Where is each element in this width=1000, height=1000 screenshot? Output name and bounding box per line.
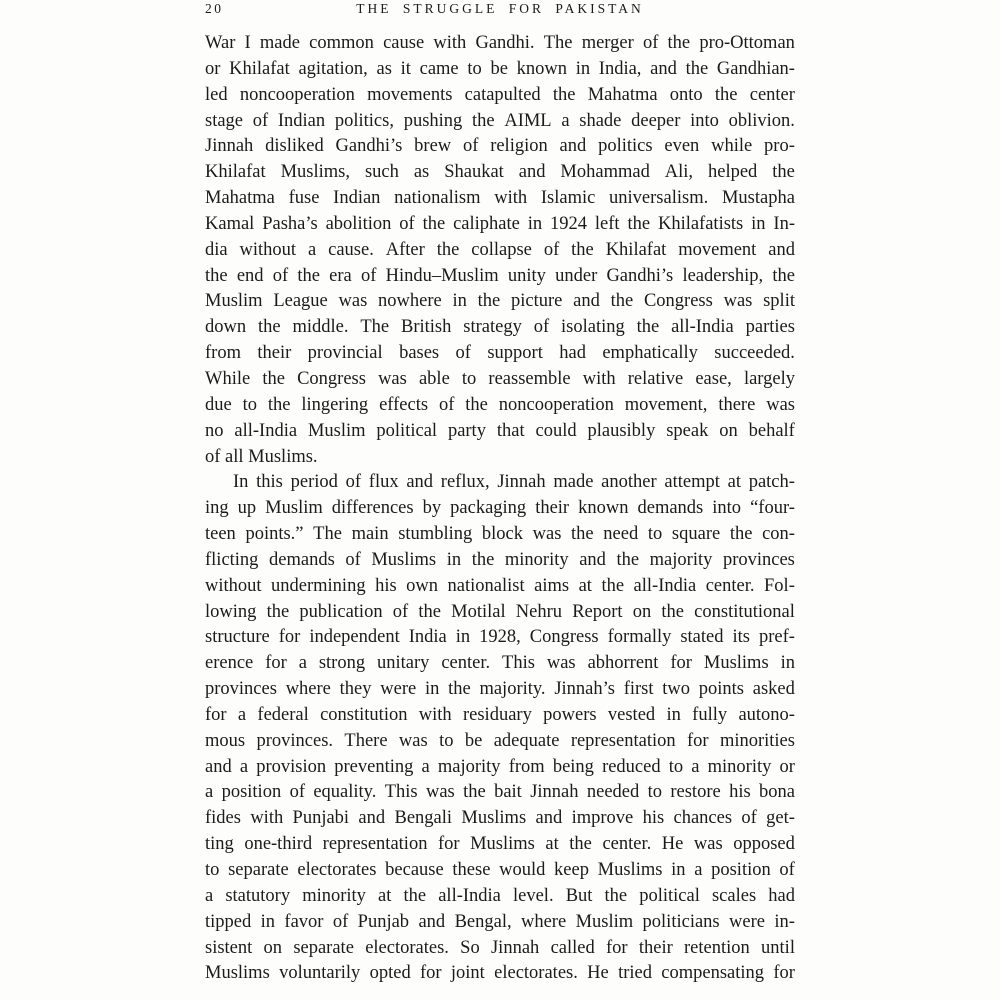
text-line: mous provinces. There was to be adequate representation for minorities [205,730,795,751]
text-line: Khilafat Muslims, such as Shaukat and Mohammad Ali, helped the [205,162,795,183]
text-line: ing up Muslim differences by packaging their known demands into “four- [205,498,795,519]
text-line: teen points.” The main stumbling block was the need to square the con- [205,524,795,545]
text-line: a position of equality. This was the bait Jinnah needed to restore his bona [205,782,795,803]
text-line: While the Congress was able to reassemble with relative ease, largely [205,368,795,389]
text-line: no all-India Muslim political party that could plausibly speak on behalf [205,420,795,441]
text-line: Muslim League was nowhere in the picture and the Congress was split [205,291,795,312]
text-line: flicting demands of Muslims in the minority and the majority provinces [205,549,795,570]
text-line: from their provincial bases of support had emphatically succeeded. [205,343,795,364]
paragraph-2 [205,470,795,987]
text-line: lowing the publication of the Motilal Nehru Report on the constitutional [205,601,795,622]
text-line: the end of the era of Hindu–Muslim unity under Gandhi’s leadership, the [205,265,795,286]
text-line: or Khilafat agitation, as it came to be known in India, and the Gandhian- [205,58,795,79]
page-number: 20 [205,1,224,16]
text-line: Muslims voluntarily opted for joint electorates. He tried compensating for [205,963,795,984]
text-line: Kamal Pasha’s abolition of the caliphate in 1924 left the Khilafatists in In- [205,213,795,234]
text-line: In this period of flux and reflux, Jinnah made another attempt at patch- [233,472,795,493]
body-text [205,31,795,987]
text-line: a statutory minority at the all-India level. But the political scales had [205,885,795,906]
running-title: THE STRUGGLE FOR PAKISTAN [356,1,644,16]
text-line: provinces where they were in the majority. Jinnah’s first two points asked [205,679,795,700]
text-line: Mahatma fuse Indian nationalism with Islamic universalism. Mustapha [205,188,795,209]
paragraph-1 [205,31,795,470]
text-line: Jinnah disliked Gandhi’s brew of religion and politics even while pro- [205,136,795,157]
text-line: for a federal constitution with residuary powers vested in fully autono- [205,704,795,725]
text-line: led noncooperation movements catapulted the Mahatma onto the center [205,84,795,105]
text-line: stage of Indian politics, pushing the AIML a shade deeper into oblivion. [205,110,795,131]
text-line: without undermining his own nationalist aims at the all-India center. Fol- [205,575,795,596]
text-line: tipped in favor of Punjab and Bengal, where Muslim politicians were in- [205,911,795,932]
page-header [205,0,795,20]
text-line: down the middle. The British strategy of isolating the all-India parties [205,317,795,338]
text-line: dia without a cause. After the collapse of the Khilafat movement and [205,239,795,260]
text-line: sistent on separate electorates. So Jinnah called for their retention until [205,937,795,958]
text-line: ting one-third representation for Muslims at the center. He was opposed [205,834,795,855]
text-line: of all Muslims. [205,446,318,467]
text-line: to separate electorates because these would keep Muslims in a position of [205,860,795,880]
text-line: due to the lingering effects of the noncooperation movement, there was [205,394,795,415]
text-line: fides with Punjabi and Bengali Muslims and improve his chances of get- [205,808,795,829]
text-line: and a provision preventing a majority from being reduced to a minority or [205,756,795,777]
text-line: structure for independent India in 1928, Congress formally stated its pref- [205,627,795,648]
text-line: erence for a strong unitary center. This was abhorrent for Muslims in [205,653,795,674]
text-line: War I made common cause with Gandhi. The merger of the pro-Ottoman [205,33,795,53]
